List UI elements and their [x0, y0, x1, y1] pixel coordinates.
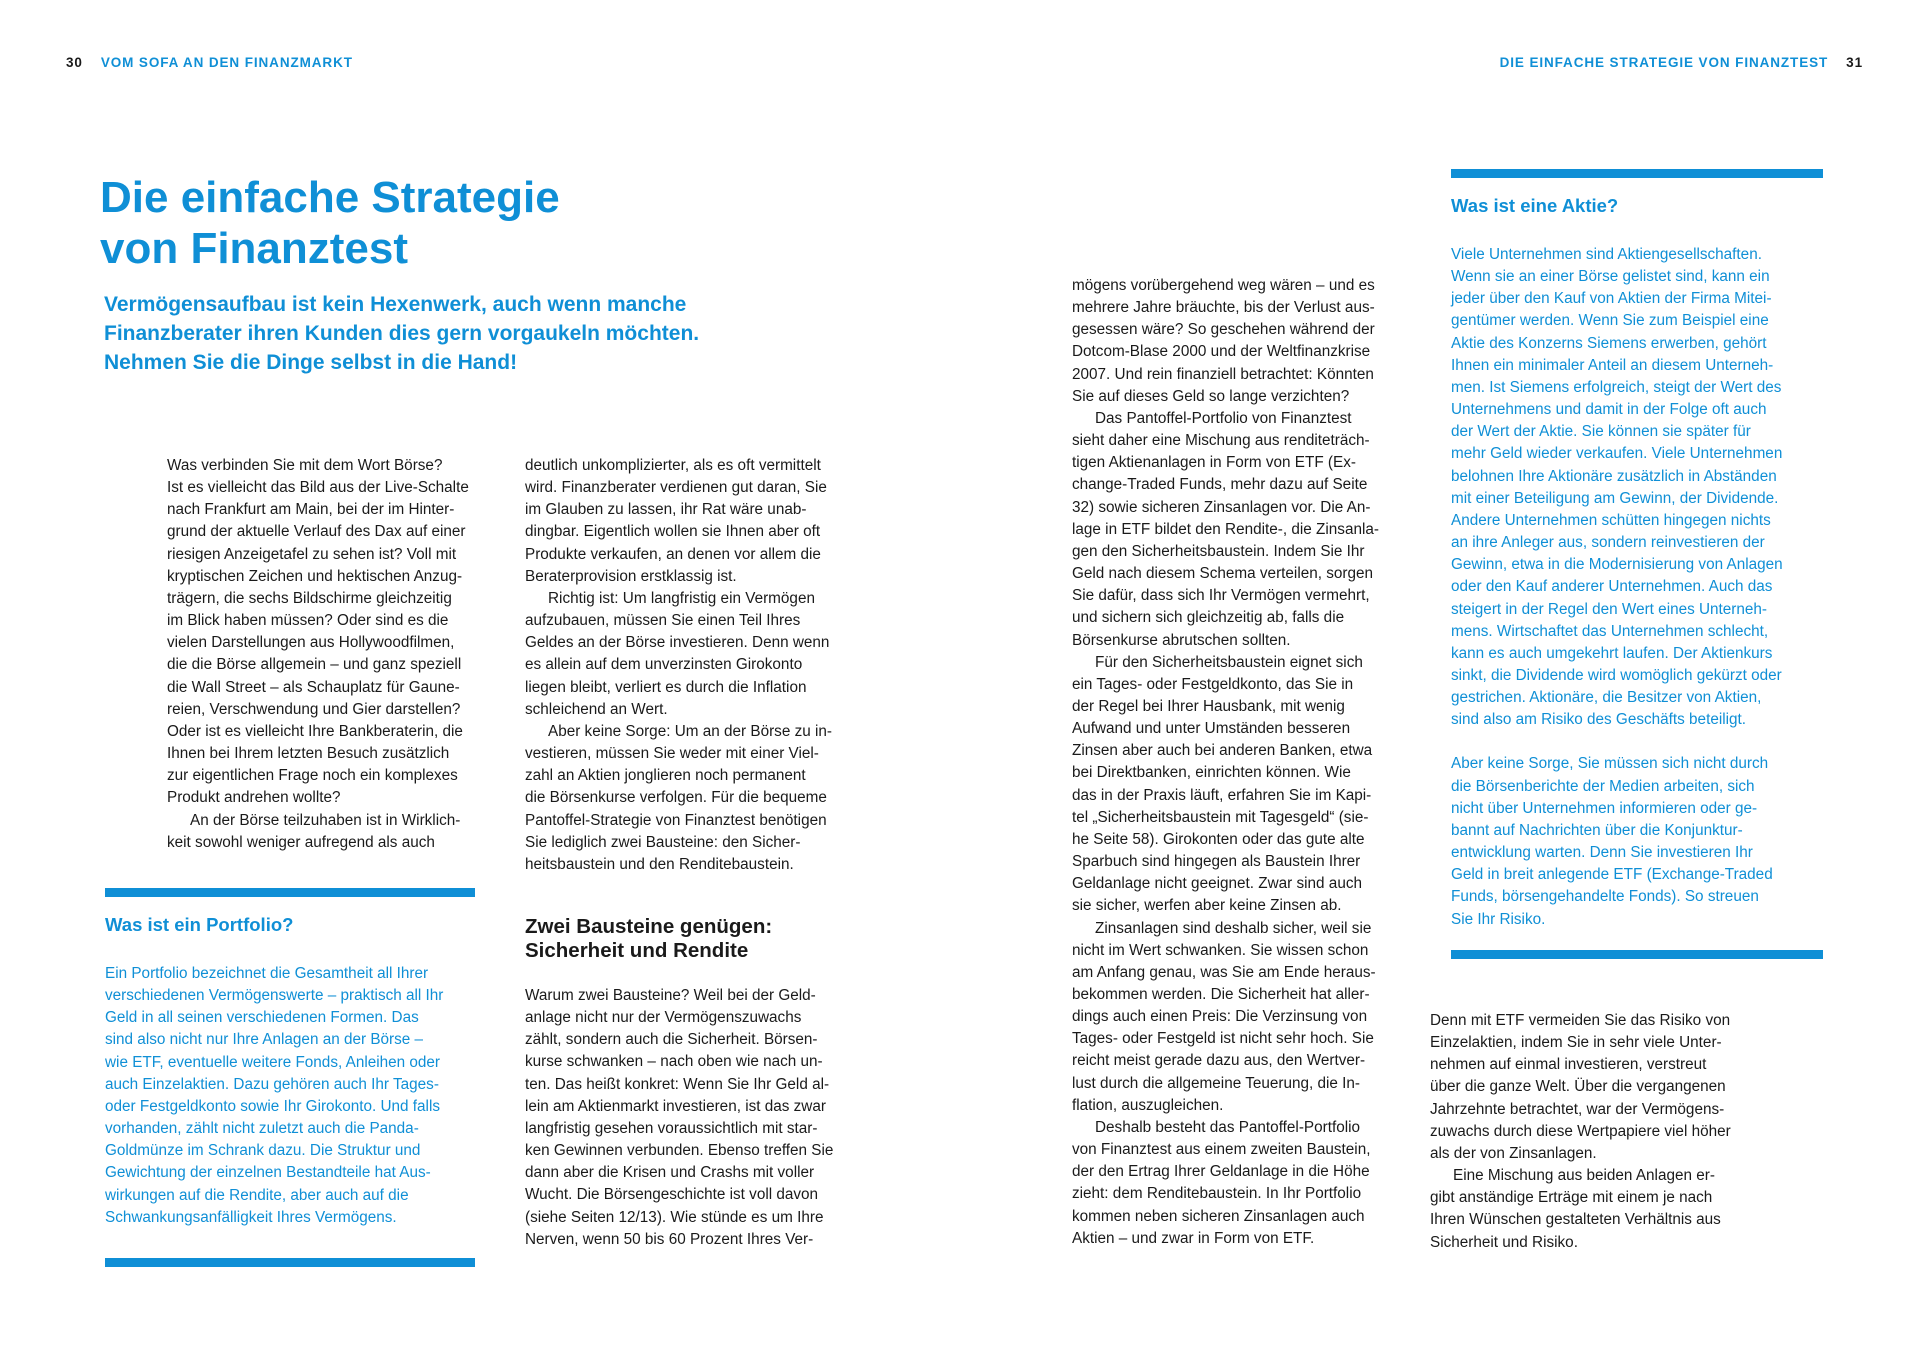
text-line: dann aber die Krisen und Crashs mit voller — [525, 1164, 815, 1182]
text-line: liegen bleibt, verliert es durch die Inflation — [525, 678, 807, 696]
text-line: heitsbaustein und den Renditebaustein. — [525, 855, 794, 873]
text-line: Zinsanlagen sind deshalb sicher, weil sie — [1095, 919, 1372, 937]
info-box-bottom-rule — [1451, 950, 1823, 959]
text-line: Sie dafür, dass sich Ihr Vermögen vermehrt, — [1072, 587, 1370, 605]
text-line: verschiedenen Vermögenswerte – praktisch all Ihr — [105, 987, 444, 1005]
text-line: oder den Kauf anderer Unternehmen. Auch das — [1451, 578, 1773, 596]
text-line: steigert in der Regel den Wert eines Unterneh- — [1451, 600, 1768, 618]
text-line: der Wert der Aktie. Sie können sie später für — [1451, 423, 1751, 441]
text-line: sieht daher eine Mischung aus renditeträch- — [1072, 432, 1370, 450]
info-box-portfolio — [105, 888, 475, 1267]
text-line: Viele Unternehmen sind Aktiengesellschaften. — [1451, 246, 1762, 263]
text-line: bekommen werden. Die Sicherheit hat aller- — [1072, 986, 1370, 1003]
text-line: grund der aktuelle Verlauf des Dax auf einer — [167, 523, 466, 541]
text-line: ken Gewinnen verbunden. Ebenso treffen Sie — [525, 1142, 834, 1160]
info-box-title: Was ist ein Portfolio? — [105, 914, 294, 935]
text-line: es allein auf dem unverzinsten Girokonto — [525, 656, 803, 674]
text-line: gestrichen. Aktionäre, die Besitzer von Aktien, — [1451, 689, 1762, 707]
text-line: das in der Praxis läuft, erfahren Sie im Kapi- — [1072, 786, 1372, 804]
text-line: zählt, sondern auch die Sicherheit. Börsen- — [525, 1031, 818, 1049]
info-box-top-rule — [105, 888, 475, 897]
text-line: Beraterprovision erstklassig ist. — [525, 567, 737, 585]
text-line: bannt auf Nachrichten über die Konjunktur- — [1451, 821, 1743, 839]
text-line: Wucht. Die Börsengeschichte ist voll davon — [525, 1186, 819, 1204]
info-box-paragraph — [1451, 753, 1823, 930]
text-line: vorhanden, zählt nicht zuletzt auch die Panda- — [105, 1120, 419, 1138]
text-line: nicht im Wert schwanken. Sie wissen schon — [1072, 941, 1369, 959]
text-line: kryptischen Zeichen und hektischen Anzug- — [167, 567, 463, 585]
info-box-paragraph — [1451, 244, 1823, 731]
text-line: wie ETF, eventuelle weitere Fonds, Anleihen oder — [105, 1053, 441, 1071]
text-line: schleichend an Wert. — [525, 700, 668, 718]
text-line: wird. Finanzberater verdienen gut daran, Sie — [525, 479, 827, 497]
lead-paragraph — [104, 290, 744, 377]
info-box-title: Was ist eine Aktie? — [1451, 195, 1619, 216]
text-line: Produkte verkaufen, an denen vor allem die — [525, 545, 821, 563]
text-line: ein Tages- oder Festgeldkonto, das Sie in — [1072, 675, 1354, 693]
text-line: vestieren, müssen Sie weder mit einer Viel- — [525, 745, 819, 763]
text-line: Pantoffel-Strategie von Finanztest benötigen — [525, 811, 827, 829]
text-line: sind also nicht nur Ihre Anlagen an der Börse – — [105, 1031, 424, 1049]
text-line: Jahrzehnte betrachtet, war der Vermögens- — [1430, 1100, 1725, 1118]
text-line: der Regel bei Ihrer Hausbank, mit wenig — [1072, 697, 1345, 715]
text-line: über die ganze Welt. Über die vergangenen — [1430, 1078, 1726, 1096]
text-line: Produkt andrehen wollte? — [167, 789, 341, 807]
text-line: deutlich unkomplizierter, als es oft vermittelt — [525, 457, 821, 474]
text-line: wirkungen auf die Rendite, aber auch auf die — [105, 1186, 409, 1204]
body-column-1 — [167, 455, 501, 854]
text-line: langfristig gesehen voraussichtlich mit star- — [525, 1119, 818, 1137]
text-line: jeder über den Kauf von Aktien der Firma Mitei- — [1451, 290, 1772, 308]
text-line: Geldanlage nicht geeignet. Zwar sind auch — [1072, 875, 1362, 893]
text-line: Geld nach diesem Schema verteilen, sorgen — [1072, 565, 1374, 583]
text-line: Aber keine Sorge, Sie müssen sich nicht durch — [1451, 755, 1769, 773]
body-column-3 — [1072, 275, 1409, 1250]
text-line: Goldmünze im Schrank dazu. Die Struktur und — [105, 1142, 421, 1160]
text-line: Gewichtung der einzelnen Bestandteile hat Aus- — [105, 1164, 431, 1182]
text-line: Oder ist es vielleicht Ihre Bankberaterin, die — [167, 722, 463, 740]
text-line: sind also am Risiko des Geschäfts beteiligt. — [1451, 711, 1747, 729]
text-line: dings auch einen Preis: Die Verzinsung von — [1072, 1008, 1368, 1026]
text-line: anlage nicht nur der Vermögenszuwachs — [525, 1009, 802, 1027]
text-line: reicht meist gerade dazu aus, den Wertver- — [1072, 1052, 1366, 1070]
text-line: ten. Das heißt konkret: Wenn Sie Ihr Geld al- — [525, 1075, 830, 1093]
info-box-bottom-rule — [105, 1258, 475, 1267]
text-line: trägern, die sechs Bildschirme gleichzeitig — [167, 589, 452, 607]
info-box-text — [1451, 244, 1823, 931]
text-line: entwicklung warten. Denn Sie investieren Ihr — [1451, 844, 1753, 862]
text-line: gibt anständige Erträge mit einem je nach — [1430, 1189, 1713, 1207]
subheading-line: Sicherheit und Rendite — [525, 939, 749, 962]
text-line: Tages- oder Festgeld ist nicht sehr hoch. Sie — [1072, 1030, 1374, 1048]
chapter-title — [100, 172, 720, 274]
text-line: he Seite 58). Girokonten oder das gute alte — [1072, 830, 1365, 848]
text-line: 2007. Und rein finanziell betrachtet: Könnten — [1072, 365, 1374, 383]
text-line: Einzelaktien, indem Sie in sehr viele Unter- — [1430, 1034, 1722, 1052]
chapter-title-line: Die einfache Strategie — [100, 173, 560, 222]
text-line: am Anfang genau, was Sie am Ende heraus- — [1072, 963, 1376, 981]
running-header-right — [1500, 55, 1863, 70]
text-line: mens. Wirtschaftet das Unternehmen schlecht, — [1451, 622, 1769, 640]
text-line: mögens vorübergehend weg wären – und es — [1072, 277, 1375, 294]
body-column-4 — [1430, 1010, 1770, 1254]
text-line: Aktien – und zwar in Form von ETF. — [1072, 1229, 1315, 1247]
text-line: Sicherheit und Risiko. — [1430, 1233, 1578, 1251]
text-line: Sie Ihr Risiko. — [1451, 910, 1546, 928]
text-line: An der Börse teilzuhaben ist in Wirklich- — [190, 811, 461, 829]
text-line: Gewinn, etwa in die Modernisierung von Anlagen — [1451, 556, 1783, 574]
text-line: gesessen wäre? So geschehen während der — [1072, 321, 1375, 339]
text-line: Ihren Wünschen gestalteten Verhältnis aus — [1430, 1211, 1721, 1229]
info-box-top-rule — [1451, 169, 1823, 178]
text-line: reien, Verschwendung und Gier darstellen? — [167, 700, 461, 718]
text-line: Aufwand und unter Umständen besseren — [1072, 720, 1351, 738]
text-line: gen den Sicherheitsbaustein. Indem Sie Ihr — [1072, 542, 1365, 560]
page-number-left: 30 — [66, 55, 83, 70]
text-line: von Finanztest aus einem zweiten Baustein, — [1072, 1141, 1371, 1159]
text-line: Richtig ist: Um langfristig ein Vermögen — [548, 589, 815, 607]
text-line: lust durch die allgemeine Teuerung, die In- — [1072, 1074, 1360, 1092]
text-line: Geld in all seinen verschiedenen Formen. Das — [105, 1009, 419, 1027]
running-title-right: DIE EINFACHE STRATEGIE VON FINANZTEST — [1499, 55, 1829, 70]
text-line: lein am Aktienmarkt investieren, ist das zwar — [525, 1097, 826, 1115]
text-line: vielen Darstellungen aus Hollywoodfilmen, — [167, 634, 455, 652]
text-line: die Wall Street – als Schauplatz für Gaune- — [167, 678, 460, 696]
text-line: (siehe Seiten 12/13). Wie stünde es um Ihre — [525, 1208, 824, 1226]
text-line: Ihnen bei Ihrem letzten Besuch zusätzlich — [167, 745, 450, 763]
text-line: mit einer Beteiligung am Gewinn, der Dividende. — [1451, 489, 1779, 507]
text-line: mehrere Jahre bräuchte, bis der Verlust aus- — [1072, 299, 1375, 317]
text-line: sie sicher, werfen aber keine Zinsen ab. — [1072, 897, 1342, 915]
text-line: tel „Sicherheitsbaustein mit Tagesgeld“ (sie- — [1072, 808, 1369, 826]
text-line: change-Traded Funds, mehr dazu auf Seite — [1072, 476, 1368, 494]
text-line: Geldes an der Börse investieren. Denn wenn — [525, 634, 830, 652]
text-line: tigen Aktienanlagen in Form von ETF (Ex- — [1072, 454, 1356, 472]
text-line: nach Frankfurt am Main, bei der im Hinter- — [167, 501, 455, 519]
text-line: und sichern sich gleichzeitig ab, falls die — [1072, 609, 1345, 627]
text-line: im Glauben zu lassen, ihr Rat wäre unab- — [525, 501, 807, 519]
text-line: Sparbuch sind hingegen als Baustein Ihrer — [1072, 853, 1361, 871]
text-line: aufzubauen, müssen Sie einen Teil Ihres — [525, 612, 801, 630]
text-line: kann es auch umgekehrt laufen. Der Aktienkurs — [1451, 644, 1773, 662]
text-line: Ein Portfolio bezeichnet die Gesamtheit all Ihrer — [105, 965, 429, 982]
text-line: zuwachs durch diese Wertpapiere viel höher — [1430, 1122, 1731, 1140]
running-title-left: VOM SOFA AN DEN FINANZMARKT — [100, 55, 353, 70]
text-line: an ihre Anleger aus, sondern reinvestieren der — [1451, 534, 1765, 552]
text-line: Ihnen ein minimaler Anteil an diesem Unterneh- — [1451, 356, 1774, 374]
chapter-title-line: von Finanztest — [100, 224, 409, 273]
text-line: der den Ertrag Ihrer Geldanlage in die Höhe — [1072, 1163, 1370, 1181]
text-line: auch Einzelaktien. Dazu gehören auch Ihr Tages- — [105, 1075, 439, 1093]
text-line: Eine Mischung aus beiden Anlagen er- — [1453, 1167, 1715, 1185]
text-line: die Börsenberichte der Medien arbeiten, sich — [1451, 777, 1755, 795]
text-line: Das Pantoffel-Portfolio von Finanztest — [1095, 409, 1352, 427]
text-line: Denn mit ETF vermeiden Sie das Risiko von — [1430, 1012, 1731, 1029]
text-line: kurse schwanken – nach oben wie nach un- — [525, 1053, 823, 1071]
text-line: kommen neben sicheren Zinsanlagen auch — [1072, 1207, 1365, 1225]
text-line: Dotcom-Blase 2000 und der Weltfinanzkrise — [1072, 343, 1371, 361]
text-line: Ist es vielleicht das Bild aus der Live-Schalte — [167, 479, 469, 497]
text-line: Sie lediglich zwei Bausteine: den Sicher- — [525, 833, 801, 851]
text-line: 32) sowie sicheren Zinsanlagen vor. Die An- — [1072, 498, 1371, 516]
text-line: zieht: dem Renditebaustein. In Ihr Portfolio — [1072, 1185, 1362, 1203]
text-line: bei Direktbanken, einrichten können. Wie — [1072, 764, 1351, 782]
body-column-2-continued — [525, 985, 861, 1251]
text-line: die Börsenkurse verfolgen. Für die bequeme — [525, 789, 827, 807]
text-line: Warum zwei Bausteine? Weil bei der Geld- — [525, 987, 816, 1004]
body-column-2 — [525, 455, 861, 876]
text-line: mehr Geld wieder verkaufen. Viele Unternehmen — [1451, 445, 1783, 463]
text-line: Deshalb besteht das Pantoffel-Portfolio — [1095, 1118, 1361, 1136]
text-line: men. Ist Siemens erfolgreich, steigt der Wert des — [1451, 378, 1782, 396]
text-line: Andere Unternehmen schütten hingegen nichts — [1451, 511, 1771, 529]
subheading-line: Zwei Bausteine genügen: — [525, 915, 773, 938]
text-line: zahl an Aktien jonglieren noch permanent — [525, 767, 806, 785]
text-line: Nerven, wenn 50 bis 60 Prozent Ihres Ver- — [525, 1230, 814, 1248]
text-line: flation, auszugleichen. — [1072, 1096, 1224, 1114]
text-line: nicht über Unternehmen informieren oder ge- — [1451, 799, 1758, 817]
text-line: dingbar. Eigentlich wollen sie Ihnen aber oft — [525, 523, 821, 541]
text-line: zur eigentlichen Frage noch ein komplexes — [167, 767, 458, 785]
text-line: Wenn sie an einer Börse gelistet sind, kann ein — [1451, 268, 1770, 286]
page-number-right: 31 — [1846, 55, 1863, 70]
text-line: gentümer werden. Wenn Sie zum Beispiel eine — [1451, 312, 1769, 330]
text-line: sinkt, die Dividende wird womöglich gekürzt oder — [1451, 666, 1782, 684]
text-line: im Blick haben müssen? Oder sind es die — [167, 612, 449, 630]
text-line: Börsenkurse abrutschen sollten. — [1072, 631, 1291, 649]
text-line: als der von Zinsanlagen. — [1430, 1144, 1597, 1162]
text-line: nehmen auf einmal investieren, verstreut — [1430, 1056, 1707, 1074]
lead-line: Nehmen Sie die Dinge selbst in die Hand! — [104, 351, 518, 374]
text-line: riesigen Anzeigetafel zu sehen ist? Voll mit — [167, 545, 457, 563]
text-line: Aktie des Konzerns Siemens erwerben, gehört — [1451, 334, 1767, 352]
text-line: Funds, börsengehandelte Fonds). So streuen — [1451, 888, 1759, 906]
text-line: Sie auf dieses Geld so lange verzichten? — [1072, 387, 1350, 405]
lead-line: Vermögensaufbau ist kein Hexenwerk, auch wenn manche — [104, 293, 687, 316]
section-subheading — [525, 915, 855, 963]
info-box-aktie — [1451, 169, 1823, 959]
text-line: Aber keine Sorge: Um an der Börse zu in- — [548, 722, 832, 740]
lead-line: Finanzberater ihren Kunden dies gern vorgaukeln möchten. — [104, 322, 700, 345]
info-box-text — [105, 963, 475, 1229]
text-line: Geld in breit anlegende ETF (Exchange-Traded — [1451, 866, 1773, 884]
text-line: Schwankungsanfälligkeit Ihres Vermögens. — [105, 1208, 397, 1226]
text-line: die die Börse allgemein – und ganz speziell — [167, 656, 462, 674]
text-line: oder Festgeldkonto sowie Ihr Girokonto. Und falls — [105, 1097, 441, 1115]
text-line: Für den Sicherheitsbaustein eignet sich — [1095, 653, 1363, 671]
text-line: belohnen Ihre Aktionäre zusätzlich in Abständen — [1451, 467, 1777, 485]
text-line: keit sowohl weniger aufregend als auch — [167, 833, 435, 851]
text-line: Was verbinden Sie mit dem Wort Börse? — [167, 457, 443, 474]
text-line: Unternehmens und damit in der Folge oft auch — [1451, 401, 1767, 419]
running-header-left — [66, 55, 353, 70]
text-line: Zinsen aber auch bei anderen Banken, etwa — [1072, 742, 1373, 760]
text-line: lage in ETF bildet den Rendite-, die Zinsanla- — [1072, 520, 1379, 538]
